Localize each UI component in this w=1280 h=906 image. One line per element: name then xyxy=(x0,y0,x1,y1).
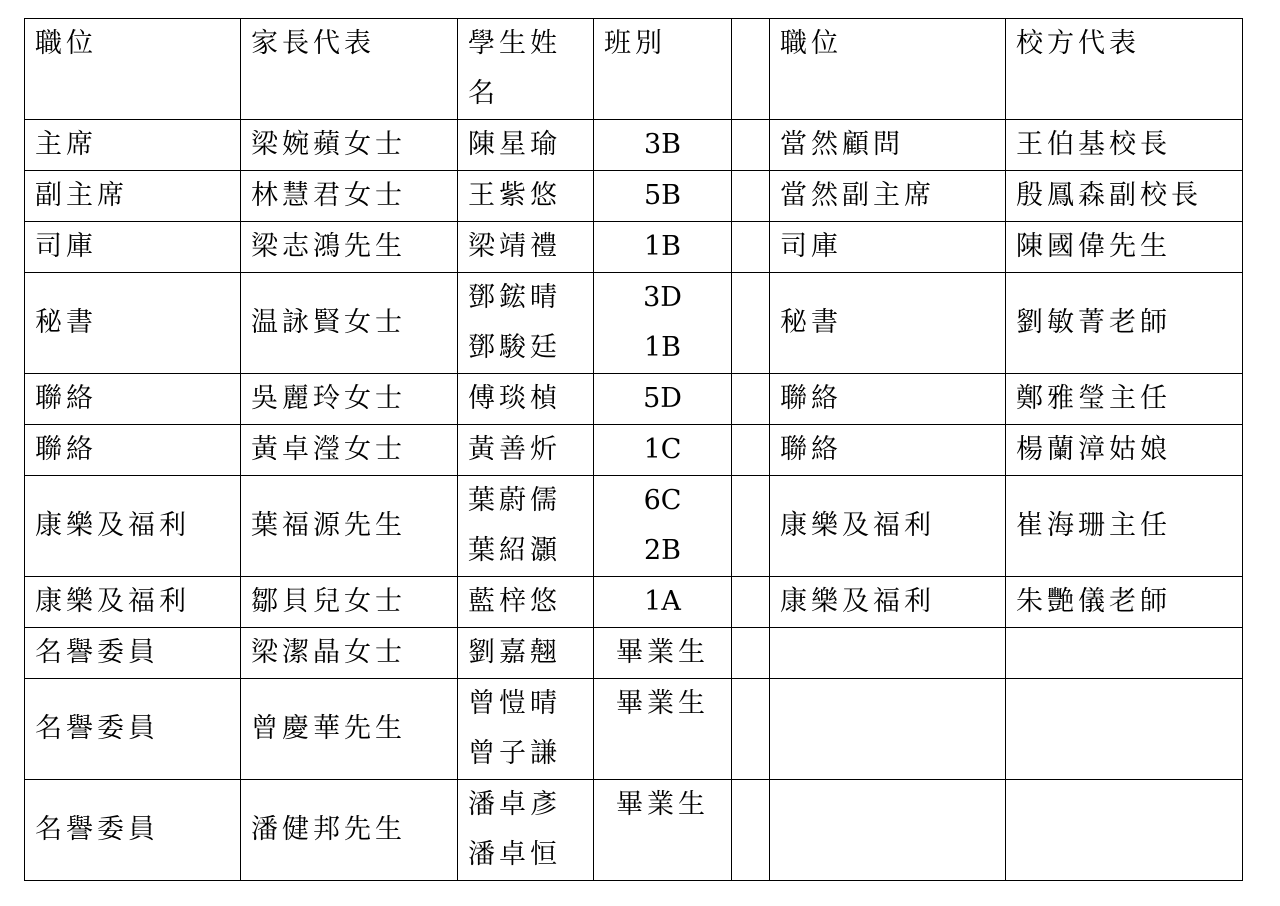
table-row xyxy=(25,222,1243,273)
parent-rep-cell: 梁志鴻先生 xyxy=(241,222,458,273)
parent-rep-cell: 梁潔晶女士 xyxy=(241,628,458,679)
student-name: 梁靖禮 xyxy=(468,231,561,262)
class-cell xyxy=(594,374,732,425)
class-value: 5D xyxy=(643,383,682,414)
parent-rep-cell: 黃卓瀅女士 xyxy=(241,425,458,476)
parent-rep-cell: 吳麗玲女士 xyxy=(241,374,458,425)
class-cell xyxy=(594,120,732,171)
class-value: 6C xyxy=(643,485,682,516)
class-value: 3D xyxy=(643,282,682,313)
committee-document xyxy=(24,18,1243,881)
table-row xyxy=(25,273,1243,374)
school-position-cell: 聯絡 xyxy=(770,425,1006,476)
position-cell: 聯絡 xyxy=(25,425,241,476)
spacer-cell xyxy=(732,171,770,222)
student-name: 黃善炘 xyxy=(468,434,561,465)
student-name: 鄧駿廷 xyxy=(468,332,561,363)
spacer-cell xyxy=(732,476,770,577)
student-name: 曾子謙 xyxy=(468,738,561,769)
student-name-cell xyxy=(458,374,594,425)
school-position-cell: 秘書 xyxy=(770,273,1006,374)
school-rep-cell: 楊蘭漳姑娘 xyxy=(1006,425,1243,476)
student-name: 鄧鋐晴 xyxy=(468,282,561,313)
class-value: 畢業生 xyxy=(616,637,709,668)
spacer-cell xyxy=(732,374,770,425)
parent-rep-cell: 鄒貝兒女士 xyxy=(241,577,458,628)
class-cell xyxy=(594,425,732,476)
position-cell: 司庫 xyxy=(25,222,241,273)
student-name-cell xyxy=(458,222,594,273)
parent-rep-cell: 潘健邦先生 xyxy=(241,780,458,881)
header-student-name xyxy=(458,19,594,120)
table-row xyxy=(25,425,1243,476)
parent-rep-cell: 温詠賢女士 xyxy=(241,273,458,374)
position-cell: 副主席 xyxy=(25,171,241,222)
spacer-cell xyxy=(732,425,770,476)
table-row xyxy=(25,476,1243,577)
class-cell xyxy=(594,780,732,881)
class-cell xyxy=(594,679,732,780)
header-school-rep: 校方代表 xyxy=(1006,19,1243,120)
school-rep-cell: 王伯基校長 xyxy=(1006,120,1243,171)
class-value: 3B xyxy=(643,129,682,160)
school-rep-cell: 朱艷儀老師 xyxy=(1006,577,1243,628)
school-position-cell: 聯絡 xyxy=(770,374,1006,425)
school-rep-cell: 陳國偉先生 xyxy=(1006,222,1243,273)
class-cell xyxy=(594,273,732,374)
student-name: 藍梓悠 xyxy=(468,586,561,617)
class-value: 畢業生 xyxy=(616,688,709,719)
student-name-cell xyxy=(458,476,594,577)
position-cell: 聯絡 xyxy=(25,374,241,425)
table-row xyxy=(25,171,1243,222)
table-row xyxy=(25,780,1243,881)
position-cell: 康樂及福利 xyxy=(25,577,241,628)
student-name-cell xyxy=(458,425,594,476)
position-cell: 名譽委員 xyxy=(25,628,241,679)
student-name: 王紫悠 xyxy=(468,180,561,211)
header-class: 班別 xyxy=(594,19,732,120)
header-student-name-text: 學生姓名 xyxy=(468,28,561,109)
student-name-cell xyxy=(458,171,594,222)
school-rep-cell xyxy=(1006,780,1243,881)
student-name-cell xyxy=(458,120,594,171)
school-position-cell xyxy=(770,628,1006,679)
table-header-row xyxy=(25,19,1243,120)
school-rep-cell: 崔海珊主任 xyxy=(1006,476,1243,577)
student-name: 劉嘉翹 xyxy=(468,637,561,668)
school-rep-cell xyxy=(1006,679,1243,780)
parent-rep-cell: 葉福源先生 xyxy=(241,476,458,577)
school-position-cell xyxy=(770,780,1006,881)
position-cell: 主席 xyxy=(25,120,241,171)
student-name: 傅琰楨 xyxy=(468,383,561,414)
header-position: 職位 xyxy=(25,19,241,120)
school-position-cell: 司庫 xyxy=(770,222,1006,273)
spacer-cell xyxy=(732,628,770,679)
school-rep-cell: 殷鳳森副校長 xyxy=(1006,171,1243,222)
class-value: 2B xyxy=(643,535,682,566)
class-cell xyxy=(594,171,732,222)
parent-rep-cell: 曾慶華先生 xyxy=(241,679,458,780)
class-cell xyxy=(594,476,732,577)
spacer-cell xyxy=(732,19,770,120)
table-row xyxy=(25,679,1243,780)
student-name: 陳星瑜 xyxy=(468,129,561,160)
position-cell: 秘書 xyxy=(25,273,241,374)
student-name-cell xyxy=(458,679,594,780)
school-position-cell: 康樂及福利 xyxy=(770,577,1006,628)
spacer-cell xyxy=(732,120,770,171)
student-name-cell xyxy=(458,780,594,881)
school-rep-cell xyxy=(1006,628,1243,679)
school-position-cell: 康樂及福利 xyxy=(770,476,1006,577)
class-value: 畢業生 xyxy=(616,789,709,820)
position-cell: 康樂及福利 xyxy=(25,476,241,577)
student-name: 曾愷晴 xyxy=(468,688,561,719)
spacer-cell xyxy=(732,273,770,374)
parent-rep-cell: 梁婉蘋女士 xyxy=(241,120,458,171)
class-value: 1B xyxy=(643,332,682,363)
spacer-cell xyxy=(732,222,770,273)
student-name: 潘卓恒 xyxy=(468,839,561,870)
school-rep-cell: 劉敏菁老師 xyxy=(1006,273,1243,374)
student-name: 葉蔚儒 xyxy=(468,485,561,516)
table-row xyxy=(25,374,1243,425)
class-value: 5B xyxy=(643,180,682,211)
class-cell xyxy=(594,577,732,628)
student-name-cell xyxy=(458,577,594,628)
spacer-cell xyxy=(732,577,770,628)
class-value: 1C xyxy=(643,434,682,465)
position-cell: 名譽委員 xyxy=(25,780,241,881)
class-value: 1A xyxy=(644,586,681,617)
committee-table xyxy=(24,18,1243,881)
student-name-cell xyxy=(458,273,594,374)
school-position-cell: 當然顧問 xyxy=(770,120,1006,171)
spacer-cell xyxy=(732,780,770,881)
table-row xyxy=(25,577,1243,628)
class-cell xyxy=(594,628,732,679)
position-cell: 名譽委員 xyxy=(25,679,241,780)
table-row xyxy=(25,628,1243,679)
student-name: 葉紹灝 xyxy=(468,535,561,566)
school-position-cell: 當然副主席 xyxy=(770,171,1006,222)
table-row xyxy=(25,120,1243,171)
student-name-cell xyxy=(458,628,594,679)
class-value: 1B xyxy=(643,231,682,262)
parent-rep-cell: 林慧君女士 xyxy=(241,171,458,222)
spacer-cell xyxy=(732,679,770,780)
student-name: 潘卓彥 xyxy=(468,789,561,820)
school-rep-cell: 鄭雅瑩主任 xyxy=(1006,374,1243,425)
class-cell xyxy=(594,222,732,273)
header-school-position: 職位 xyxy=(770,19,1006,120)
school-position-cell xyxy=(770,679,1006,780)
header-parent-rep: 家長代表 xyxy=(241,19,458,120)
